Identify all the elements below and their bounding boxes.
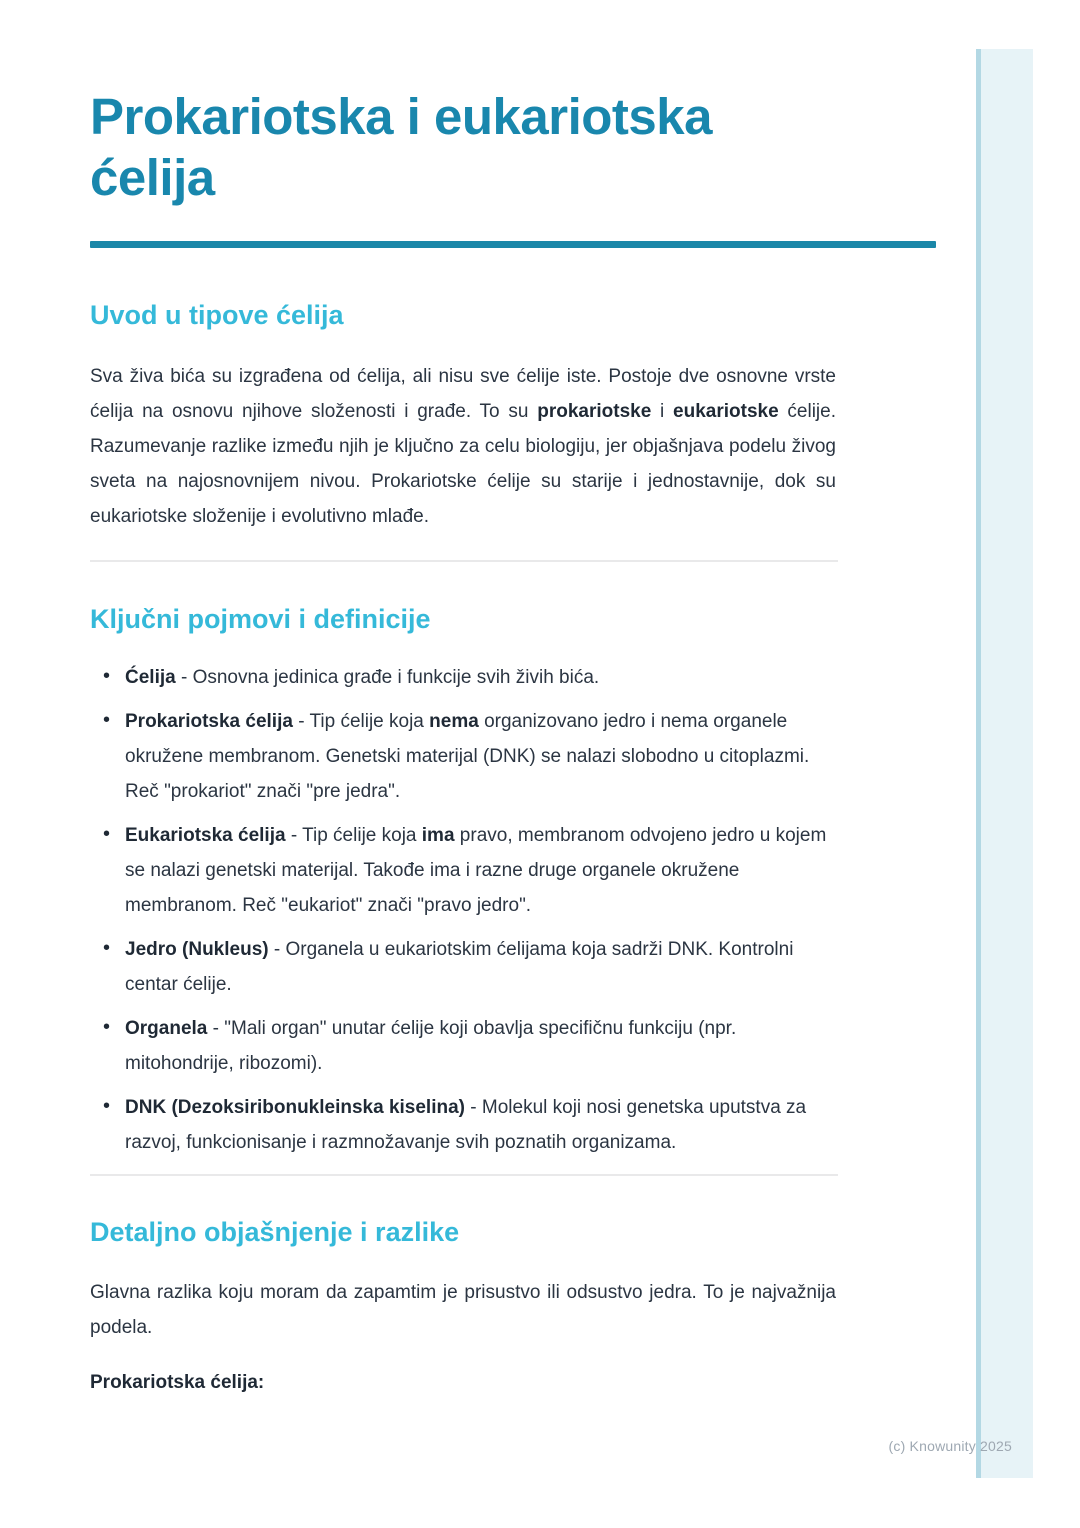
details-paragraph: Glavna razlika koju moram da zapamtim je prisustvo ili odsustvo jedra. To je najvažnija podela. [90,1282,836,1338]
section-heading-details: Detaljno objašnjenje i razlike [90,1217,460,1247]
list-item-jedro: • Jedro (Nukleus) - Organela u eukariotskim ćelijama koja sadrži DNK. Kontrolni centar ćelije. [125,932,836,1002]
prokariotska-celija-lead: Prokariotska ćelija: [90,1372,265,1393]
list-item-eukariotska-celija: • Eukariotska ćelija - Tip ćelije koja ima pravo, membranom odvojeno jedro u kojem se nalazi genetski materijal. Takođe ima i razne druge organele okružene membranom. Reč "eukariot" znači "pravo jedro". [125,818,836,923]
title-underline-rule [90,241,936,248]
section-divider [90,1174,838,1176]
list-item-organela: • Organela - "Mali organ" unutar ćelije koji obavlja specifičnu funkciju (npr. mitohondrije, ribozomi). [125,1011,836,1081]
intro-paragraph: Sva živa bića su izgrađena od ćelija, ali nisu sve ćelije iste. Postoje dve osnovne vrste ćelija na osnovu njihove složenosti i građe. To su prokariotske i eukariotske ćelije. Razumevanje razlike između njih je ključno za celu biologiju, jer objašnjava podelu živog sveta na najosnovnijem nivou. Prokariotske ćelije su starije i jednostavnije, dok su eukariotske složenije i evolutivno mlađe. [90,366,837,527]
section-heading-intro: Uvod u tipove ćelija [90,300,344,330]
watermark: (c) Knowunity 2025 [888,1438,1012,1454]
next-page-edge [976,49,1033,1478]
section-heading-terms: Ključni pojmovi i definicije [90,604,431,634]
list-item-dnk: • DNK (Dezoksiribonukleinska kiselina) - Molekul koji nosi genetska uputstva za razvoj, funkcionisanje i razmnožavanje svih poznatih organizama. [125,1090,836,1160]
section-divider [90,560,838,562]
page-title: Prokariotska i eukariotska ćelija [90,88,712,206]
note-page-content [90,0,836,1400]
definitions-list [90,660,836,1160]
list-item-prokariotska-celija: • Prokariotska ćelija - Tip ćelije koja nema organizovano jedro i nema organele okružene membranom. Genetski materijal (DNK) se nalazi slobodno u citoplazmi. Reč "prokariot" znači "pre jedra". [125,704,836,809]
list-item-celija: • Ćelija - Osnovna jedinica građe i funkcije svih živih bića. [125,660,836,695]
